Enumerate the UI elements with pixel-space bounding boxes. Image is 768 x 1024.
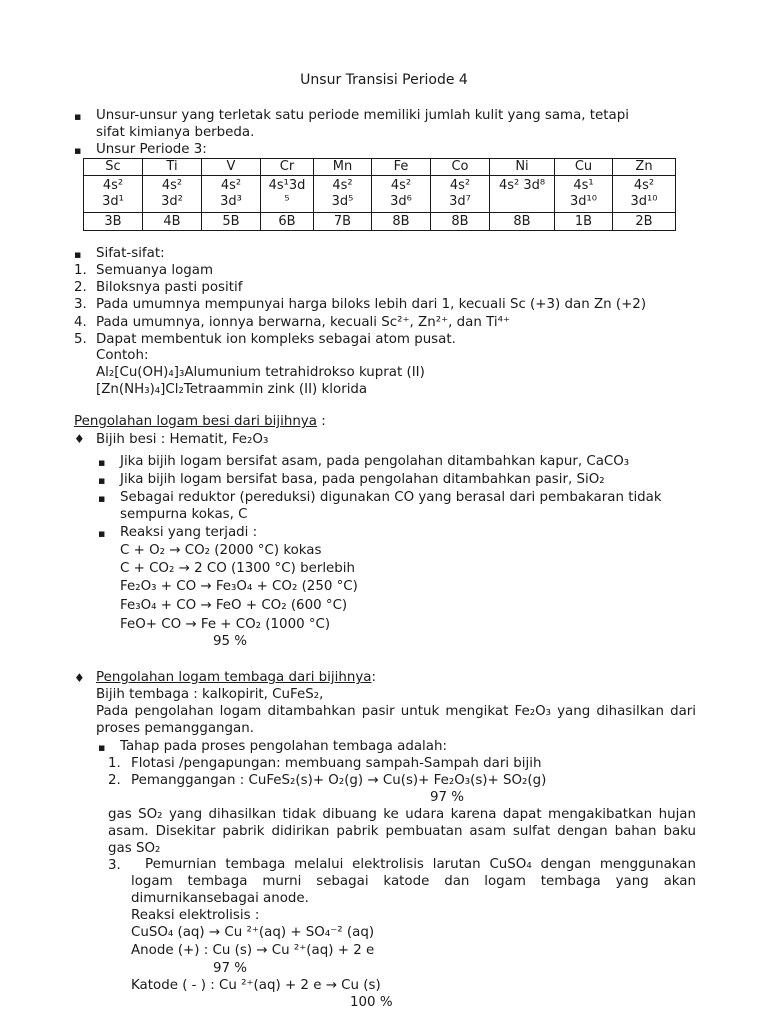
tahap-step: Flotasi /pengapungan: membuang sampah-Sampah dari bijih (131, 756, 542, 771)
besi-item: Jika bijih logam bersifat basa, pada pengolahan ditambahkan pasir, SiO₂ (120, 472, 605, 487)
bijih-besi: Bijih besi : Hematit, Fe₂O₃ (96, 432, 269, 447)
config-line-2: 3d² (161, 194, 183, 209)
bullet-square-icon: ▪ (98, 492, 106, 505)
diamond-bullet-icon: ♦ (74, 671, 85, 685)
list-item: Pada umumnya mempunyai harga biloks lebih dari 1, kecuali Sc (+3) dan Zn (+2) (96, 297, 647, 312)
bijih-tembaga: Bijih tembaga : kalkopirit, CuFeS₂, (96, 687, 324, 702)
example-formula: [Zn(NH₃)₄]Cl₂Tetraammin zink (II) klorida (96, 382, 368, 397)
bullet-square-icon: ▪ (74, 248, 82, 261)
config-line-1: 4s² (102, 178, 124, 193)
reaksi-heading: Reaksi elektrolisis : (131, 908, 260, 923)
config-line-1: 4s² (161, 178, 183, 193)
reaction-line: FeO+ CO → Fe + CO₂ (1000 °C) (120, 617, 331, 632)
config-line-2: 3d¹⁰ (570, 194, 597, 209)
config-line-2: 3d³ (220, 194, 242, 209)
intro-line: Unsur-unsur yang terletak satu periode memiliki jumlah kulit yang sama, tetapi (96, 108, 629, 123)
tembaga-paragraph: gas SO₂ yang dihasilkan tidak dibuang ke udara karena dapat mengakibatkan hujan asam. Disekitar pabrik didirikan pabrik pembuatan asam sulfat dengan bahan baku gas SO₂ (108, 807, 696, 856)
reaction-line: C + CO₂ → 2 CO (1300 °C) berlebih (120, 561, 355, 576)
table-cell-config (555, 176, 613, 213)
example-formula: Al₂[Cu(OH)₄]₃Alumunium tetrahidrokso kuprat (II) (96, 365, 425, 380)
table-cell-config (143, 176, 202, 213)
tahap-step: Pemanggangan : CuFeS₂(s)+ O₂(g) → Cu(s)+ Fe₂O₃(s)+ SO₂(g) (131, 773, 547, 788)
tembaga-heading-text: Pengolahan logam tembaga dari bijihnya (96, 670, 372, 685)
yield-percent: 95 % (213, 634, 248, 649)
table-cell-symbol: Ni (490, 159, 555, 176)
bullet-square-icon: ▪ (74, 110, 82, 123)
config-line-1: 4s¹3d (268, 178, 306, 193)
besi-item: Sebagai reduktor (pereduksi) digunakan CO yang berasal dari pembakaran tidak (120, 490, 662, 505)
table-cell-symbol: Mn (314, 159, 372, 176)
table-cell-symbol: Fe (372, 159, 431, 176)
list-number: 1. (74, 263, 87, 278)
table-cell-symbol: Ti (143, 159, 202, 176)
tembaga-paragraph: Pada pengolahan logam ditambahkan pasir untuk mengikat Fe₂O₃ yang dihasilkan dari proses pemanggangan. (96, 704, 696, 736)
list-item: Biloksnya pasti positif (96, 280, 243, 295)
config-line-1: 4s² (390, 178, 412, 193)
table-cell-group: 4B (143, 213, 202, 231)
table-cell-config (613, 176, 676, 213)
table-cell-config (431, 176, 490, 213)
config-line-2: 3d⁶ (390, 194, 412, 209)
list-number: 2. (74, 280, 87, 295)
list-number: 2. (108, 773, 121, 788)
bullet-square-icon: ▪ (98, 456, 106, 469)
table-cell-symbol: V (202, 159, 261, 176)
config-line-1: 4s² 3d⁸ (498, 178, 546, 193)
reaction-line: Fe₂O₃ + CO → Fe₃O₄ + CO₂ (250 °C) (120, 579, 358, 594)
list-number: 3. (74, 297, 87, 312)
intro-line: sifat kimianya berbeda. (96, 125, 255, 140)
list-number: 5. (74, 332, 87, 347)
besi-heading-text: Pengolahan logam besi dari bijihnya (74, 414, 317, 429)
table-cell-symbol: Cr (261, 159, 314, 176)
bullet-square-icon: ▪ (98, 741, 106, 754)
besi-item: Jika bijih logam bersifat asam, pada pengolahan ditambahkan kapur, CaCO₃ (120, 454, 630, 469)
table-cell-config (84, 176, 143, 213)
table-cell-group: 7B (314, 213, 372, 231)
yield-percent: 100 % (350, 995, 393, 1010)
config-line-2: ⁵ (284, 194, 290, 209)
table-cell-config (314, 176, 372, 213)
electrolysis-reaction: Anode (+) : Cu (s) → Cu ²⁺(aq) + 2 e (131, 943, 375, 958)
contoh-label: Contoh: (96, 348, 149, 363)
list-item: Dapat membentuk ion kompleks sebagai atom pusat. (96, 332, 456, 347)
config-line-1: 4s² (220, 178, 242, 193)
intro-line: Unsur Periode 3: (96, 142, 207, 157)
config-line-2: 3d¹⁰ (630, 194, 658, 209)
table-cell-config (202, 176, 261, 213)
table-cell-group: 8B (431, 213, 490, 231)
config-line-1: 4s² (633, 178, 655, 193)
tembaga-section-heading (96, 669, 376, 686)
table-cell-config (261, 176, 314, 213)
config-line-2: 3d¹ (102, 194, 124, 209)
config-line-2: 3d⁵ (331, 194, 354, 209)
sifat-heading: Sifat-sifat: (96, 246, 165, 261)
besi-heading-suffix: : (316, 414, 326, 429)
table-cell-group: 1B (555, 213, 613, 231)
list-number: 1. (108, 756, 121, 771)
list-item: Semuanya logam (96, 263, 214, 278)
table-cell-group: 8B (490, 213, 555, 231)
list-number: 3. (108, 858, 121, 873)
table-cell-group: 6B (261, 213, 314, 231)
table-cell-group: 3B (84, 213, 143, 231)
diamond-bullet-icon: ♦ (74, 432, 85, 446)
besi-item: Reaksi yang terjadi : (120, 525, 258, 540)
bullet-square-icon: ▪ (98, 527, 106, 540)
reaction-line: C + O₂ → CO₂ (2000 °C) kokas (120, 543, 322, 558)
yield-percent: 97 % (430, 790, 465, 805)
tahap-heading: Tahap pada proses pengolahan tembaga adalah: (120, 739, 447, 754)
table-cell-group: 5B (202, 213, 261, 231)
bullet-square-icon: ▪ (74, 144, 82, 157)
electrolysis-reaction: Katode ( - ) : Cu ²⁺(aq) + 2 e → Cu (s) (131, 978, 381, 993)
yield-percent: 97 % (213, 961, 248, 976)
config-line-2: 3d⁷ (449, 194, 471, 209)
bullet-square-icon: ▪ (98, 474, 106, 487)
tembaga-heading-suffix: : (371, 670, 376, 685)
element-table (83, 158, 676, 231)
table-cell-symbol: Sc (84, 159, 143, 176)
page-title: Unsur Transisi Periode 4 (300, 72, 468, 88)
config-line-1: 4s² (332, 178, 353, 193)
reaction-line: Fe₃O₄ + CO → FeO + CO₂ (600 °C) (120, 598, 348, 613)
table-cell-symbol: Zn (613, 159, 676, 176)
tahap-step: Pemurnian tembaga melalui elektrolisis larutan CuSO₄ dengan menggunakan logam tembaga murni sebagai katode dan logam tembaga yang akan dimurnikansebagai anode. (131, 857, 696, 906)
table-cell-config (372, 176, 431, 213)
table-cell-group: 8B (372, 213, 431, 231)
list-item: Pada umumnya, ionnya berwarna, kecuali Sc²⁺, Zn²⁺, dan Ti⁴⁺ (96, 315, 511, 330)
table-cell-group: 2B (613, 213, 676, 231)
table-cell-symbol: Cu (555, 159, 613, 176)
table-cell-config (490, 176, 555, 213)
table-cell-symbol: Co (431, 159, 490, 176)
list-number: 4. (74, 315, 87, 330)
besi-section-heading (74, 413, 326, 430)
besi-item: sempurna kokas, C (120, 507, 248, 522)
config-line-1: 4s¹ (573, 178, 594, 193)
electrolysis-reaction: CuSO₄ (aq) → Cu ²⁺(aq) + SO₄⁻² (aq) (131, 925, 375, 940)
config-line-1: 4s² (449, 178, 471, 193)
